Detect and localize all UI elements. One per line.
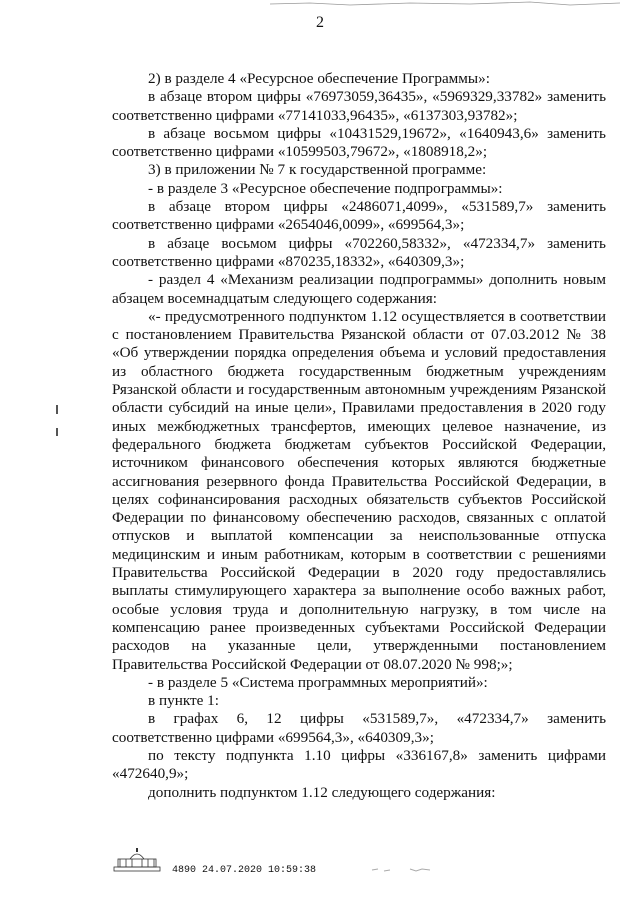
scan-mark (56, 428, 58, 436)
paragraph: в абзаце втором цифры «2486071,4099», «531589,7» заменить соответственно цифрами «2654046,0099», «699564,3»; (112, 198, 606, 234)
paragraph: - в разделе 3 «Ресурсное обеспечение подпрограммы»: (148, 179, 503, 197)
paragraph: в абзаце восьмом цифры «702260,58332», «472334,7» заменить соответственно цифрами «870235,18332», «640309,3»; (112, 234, 606, 270)
scan-mark (56, 405, 58, 414)
paragraph: - в разделе 5 «Система программных мероприятий»: (148, 673, 488, 691)
paragraph: дополнить подпунктом 1.12 следующего содержания: (148, 783, 496, 801)
paragraph: 3) в приложении № 7 к государственной программе: (148, 161, 487, 179)
page-number: 2 (316, 14, 324, 31)
government-building-icon (112, 845, 162, 875)
paragraph: в пункте 1: (148, 692, 219, 710)
paragraph: 2) в разделе 4 «Ресурсное обеспечение Программы»: (148, 70, 490, 87)
scan-noise-bottom (370, 865, 440, 875)
document-body (112, 70, 606, 802)
paragraph: «- предусмотренного подпунктом 1.12 осуществляется в соответствии с постановлением Правительства Рязанской области от 07.03.2012 № 38 «Об утверждении порядка определения объема и условий предоставления из областного бюджета государственным бюджетным учреждениям Рязанской области и государственным автономным учреждениям Рязанской области субсидий на иные цели», Правилами предоставления в 2020 году иных межбюджетных трансфертов, имеющих целевое назначение, из федерального бюджета бюджетам субъектов Российской Федерации, источником финансового обеспечения которых являются бюджетные ассигнования резервного фонда Правительства Российской Федерации, в целях софинансирования расходных обязательств субъектов Российской Федерации по финансовому обеспечению расходов, связанных с оплатой отпусков и выплатой компенсации за неиспользованные отпуска медицинским и иным работникам, которым в соответствии с решениями Правительства Российской Федерации в 2020 году предоставлялись выплаты стимулирующего характера за выполнение особо важных работ, особые условия труда и дополнительную нагрузку, в том числе на компенсацию ранее произведенных субъектами Российской Федерации расходов на указанные цели, утвержденными постановлением Правительства Российской Федерации от 08.07.2020 № 998;»; (112, 307, 606, 673)
paragraph: по тексту подпункта 1.10 цифры «336167,8» заменить цифрами «472640,9»; (112, 746, 606, 783)
paragraph: в абзаце восьмом цифры «10431529,19672», «1640943,6» заменить соответственно цифрами «10599503,79672», «1808918,2»; (112, 124, 606, 161)
paragraph: в абзаце втором цифры «76973059,36435», «5969329,33782» заменить соответственно цифрами «77141033,96435», «6137303,93782»; (112, 88, 606, 124)
document-stamp: 4890 24.07.2020 10:59:38 (172, 865, 317, 876)
scan-noise-top (270, 0, 620, 10)
paragraph: - раздел 4 «Механизм реализации подпрограммы» дополнить новым абзацем восемнадцатым следующего содержания: (112, 271, 606, 307)
paragraph: в графах 6, 12 цифры «531589,7», «472334,7» заменить соответственно цифрами «699564,3», «640309,3»; (112, 710, 606, 746)
